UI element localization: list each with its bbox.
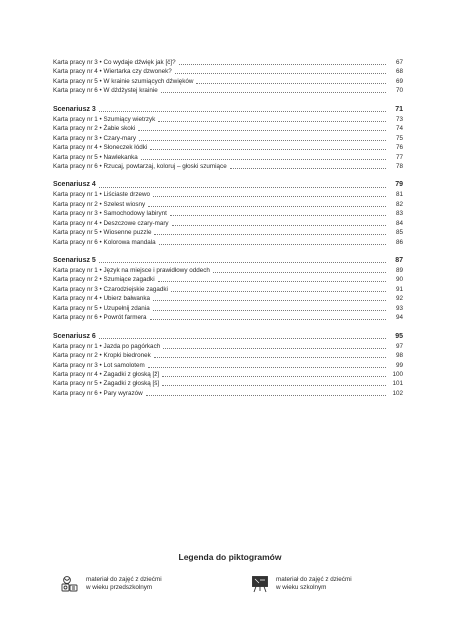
legend-text-line1: materiał do zajęć z dziećmi (276, 576, 352, 583)
blocks-icon (60, 574, 80, 594)
dot-leader (171, 291, 386, 292)
toc-entry-page: 98 (395, 352, 403, 360)
toc-entry-page: 94 (395, 314, 403, 322)
toc-entry-label: Karta pracy nr 3 • Samochodowy labirynt (53, 210, 167, 218)
toc-entry (53, 275, 403, 284)
toc-entry-label: Karta pracy nr 5 • Zagadki z głoską [š] (53, 380, 160, 388)
pictogram-legend (60, 552, 400, 594)
dot-leader (159, 244, 386, 245)
toc-entry (53, 304, 403, 313)
toc-section-heading (53, 255, 403, 266)
toc-entry (53, 285, 403, 294)
dot-leader (99, 111, 386, 112)
toc-entry-page: 100 (392, 370, 403, 378)
toc-entry-page: 83 (395, 210, 403, 218)
toc-entry (53, 124, 403, 133)
toc-section-heading (53, 104, 403, 115)
toc-entry-label: Karta pracy nr 4 • Deszczowe czary-mary (53, 219, 169, 227)
dot-leader (163, 348, 386, 349)
toc-entry-label: Karta pracy nr 2 • Szelest wiosny (53, 200, 146, 208)
toc-entry (53, 115, 403, 124)
dot-leader (162, 376, 386, 377)
dot-leader (158, 281, 386, 282)
dot-leader (154, 234, 386, 235)
dot-leader (172, 225, 386, 226)
toc-entry-page: 101 (392, 380, 403, 388)
dot-leader (99, 338, 386, 339)
toc-entry-page: 102 (392, 389, 403, 397)
toc-entry-label: Karta pracy nr 4 • Zagadki z głoską [ž] (53, 370, 160, 378)
toc-entry-page: 91 (395, 285, 403, 293)
dot-leader (196, 83, 386, 84)
toc-entry-label: Karta pracy nr 1 • Szumiący wietrzyk (53, 115, 156, 123)
section-title: Scenariusz 6 (53, 332, 96, 340)
toc-entry-label: Karta pracy nr 2 • Szumiące zagadki (53, 276, 155, 284)
toc-entry-page: 77 (395, 153, 403, 161)
toc-entry-page: 86 (395, 238, 403, 246)
toc-entry-page: 68 (395, 68, 403, 76)
toc-entry (53, 370, 403, 379)
dot-leader (138, 130, 386, 131)
section-page: 95 (395, 332, 403, 340)
toc-entry-label: Karta pracy nr 5 • W krainie szumiących dźwięków (53, 77, 194, 85)
legend-title: Legenda do piktogramów (178, 552, 282, 562)
toc-entry-page: 75 (395, 134, 403, 142)
toc-entry-page: 92 (395, 295, 403, 303)
dot-leader (99, 187, 386, 188)
section-page: 87 (395, 257, 403, 264)
dot-leader (150, 319, 386, 320)
dot-leader (139, 140, 386, 141)
toc-entry-label: Karta pracy nr 4 • Ubierz bałwanka (53, 295, 151, 303)
toc-entry-label: Karta pracy nr 4 • Słoneczek łódki (53, 144, 148, 152)
toc-entry (53, 266, 403, 275)
dot-leader (161, 92, 386, 93)
toc-entry-label: Karta pracy nr 6 • Rzucaj, powtarzaj, koloruj – głoski szumiące (53, 162, 227, 170)
toc-entry-page: 97 (395, 342, 403, 350)
toc-entry-page: 76 (395, 144, 403, 152)
toc-entry-label: Karta pracy nr 2 • Żabie skoki (53, 125, 136, 133)
section-title: Scenariusz 3 (53, 105, 96, 113)
dot-leader (213, 272, 386, 273)
toc-entry (53, 379, 403, 388)
section-title: Scenariusz 5 (53, 257, 96, 264)
section-title: Scenariusz 4 (53, 181, 96, 189)
dot-leader (150, 149, 386, 150)
toc-entry-label: Karta pracy nr 3 • Lot samolotem (53, 361, 145, 369)
toc-entry-page: 90 (395, 276, 403, 284)
toc-entry (53, 228, 403, 237)
dot-leader (158, 121, 386, 122)
legend-item-preschool (60, 574, 210, 594)
dot-leader (230, 168, 386, 169)
toc-entry-page: 74 (395, 125, 403, 133)
legend-text-line2: w wieku przedszkolnym (86, 584, 153, 591)
toc-entry-label: Karta pracy nr 6 • Powrót farmera (53, 314, 147, 322)
toc-entry (53, 162, 403, 171)
toc-entry (53, 294, 403, 303)
toc-entry (53, 209, 403, 218)
dot-leader (146, 395, 386, 396)
toc-entry-label: Karta pracy nr 3 • Czary-mary (53, 134, 137, 142)
toc-entry-label: Karta pracy nr 3 • Czarodziejskie zagadki (53, 285, 168, 293)
toc-entry-label: Karta pracy nr 1 • Język na miejsce i prawidłowy oddech (53, 267, 210, 274)
toc-entry-label: Karta pracy nr 1 • Liściaste drzewo (53, 191, 151, 199)
dot-leader (170, 215, 386, 216)
toc-entry-label: Karta pracy nr 6 • Pary wyrazów (53, 389, 143, 397)
legend-item-school (250, 574, 400, 594)
toc-entry (53, 58, 403, 67)
toc-entry (53, 134, 403, 143)
toc-entry-page: 67 (395, 59, 403, 66)
toc-entry-page: 69 (395, 77, 403, 85)
toc-entry-label: Karta pracy nr 4 • Wiertarka czy dzwonek? (53, 68, 172, 76)
toc-entry (53, 143, 403, 152)
toc-entry-label: Karta pracy nr 5 • Wiosenne puzzle (53, 229, 152, 237)
toc-section-heading (53, 179, 403, 190)
toc-entry-label: Karta pracy nr 6 • Kolorowa mandala (53, 238, 156, 246)
dot-leader (153, 310, 386, 311)
toc-entry-label: Karta pracy nr 2 • Kropki biedronek (53, 352, 151, 360)
toc-entry-page: 93 (395, 304, 403, 312)
dot-leader (162, 385, 386, 386)
toc-entry-page: 70 (395, 87, 403, 95)
toc-entry (53, 238, 403, 247)
legend-text-line1: materiał do zajęć z dziećmi (86, 576, 162, 583)
toc-entry-page: 73 (395, 115, 403, 123)
dot-leader (175, 73, 386, 74)
toc-entry (53, 153, 403, 162)
toc-entry (53, 389, 403, 398)
toc-entry-page: 99 (395, 361, 403, 369)
dot-leader (99, 262, 386, 263)
dot-leader (154, 357, 386, 358)
toc-entry-label: Karta pracy nr 5 • Uzupełnij zdania (53, 304, 150, 312)
toc-entry-page: 89 (395, 267, 403, 274)
section-page: 71 (395, 105, 403, 113)
toc-entry (53, 77, 403, 86)
toc-entry (53, 67, 403, 76)
legend-text-line2: w wieku szkolnym (276, 584, 327, 591)
toc-entry-label: Karta pracy nr 3 • Co wydaje dźwięk jak [č]? (53, 59, 176, 66)
toc-entry-page: 84 (395, 219, 403, 227)
dot-leader (153, 196, 386, 197)
toc-entry-label: Karta pracy nr 1 • Jazda po pagórkach (53, 342, 161, 350)
toc-entry-label: Karta pracy nr 5 • Nawlekanka (53, 153, 138, 161)
dot-leader (179, 64, 386, 65)
toc-entry (53, 342, 403, 351)
toc-entry-page: 81 (395, 191, 403, 199)
toc-entry-page: 82 (395, 200, 403, 208)
dot-leader (153, 300, 386, 301)
toc-entry-page: 85 (395, 229, 403, 237)
toc-entry-page: 78 (395, 162, 403, 170)
dot-leader (148, 367, 386, 368)
dot-leader (148, 206, 386, 207)
toc-entry (53, 86, 403, 95)
toc-entry-label: Karta pracy nr 6 • W dżdżystej krainie (53, 87, 158, 95)
toc-entry (53, 200, 403, 209)
toc-entry (53, 313, 403, 322)
toc-entry (53, 351, 403, 360)
toc-entry (53, 361, 403, 370)
toc-section-heading (53, 331, 403, 342)
section-page: 79 (395, 181, 403, 189)
dot-leader (141, 159, 386, 160)
chalkboard-icon (250, 574, 270, 594)
toc-entry (53, 219, 403, 228)
table-of-contents (53, 58, 403, 398)
toc-entry (53, 190, 403, 199)
